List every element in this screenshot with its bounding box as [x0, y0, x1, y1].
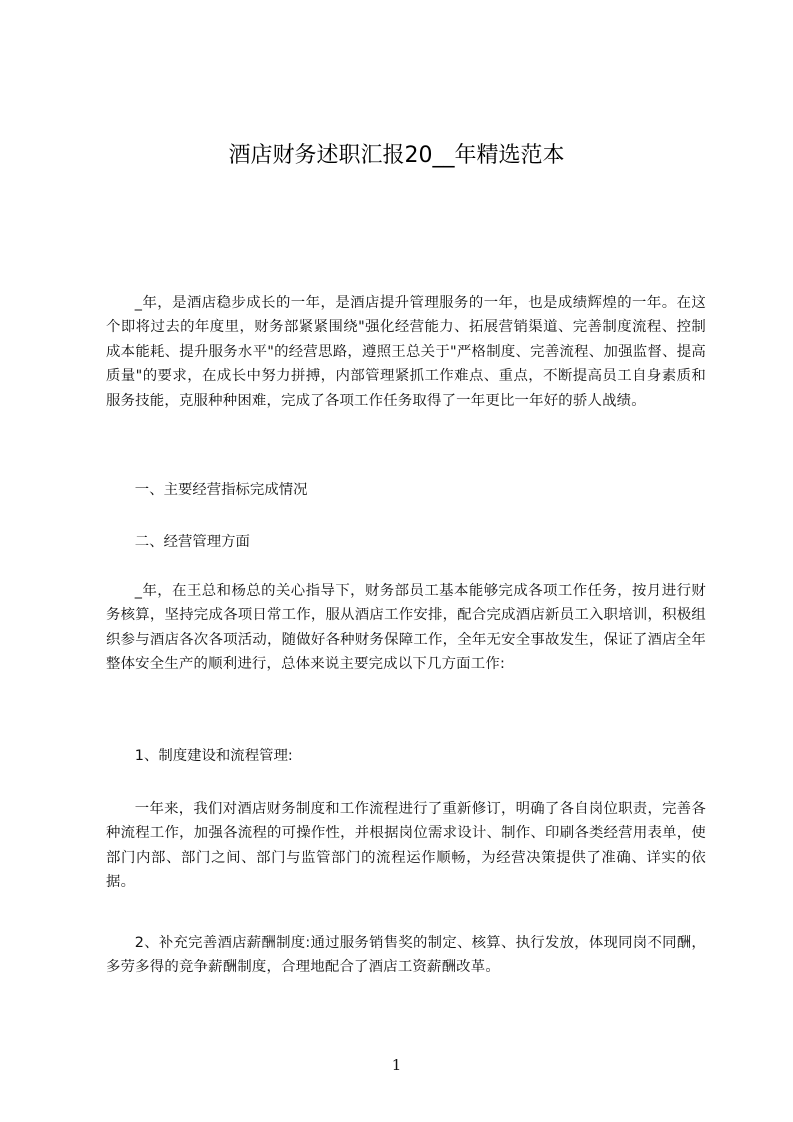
section-heading-operations: 二、经营管理方面	[134, 534, 250, 550]
section-heading-main-indicators: 一、主要经营指标完成情况	[134, 482, 308, 498]
system-building-paragraph: 一年来，我们对酒店财务制度和工作流程进行了重新修订，明确了各自岗位职责，完善各种流程工作，加强各流程的可操作性，并根据岗位需求设计、制作、印刷各类经营用表单，使部门内部、部门之间、部门与监管部门的流程运作顺畅，为经营决策提供了准确、详实的依据。	[106, 801, 706, 891]
item-heading-system-building: 1、制度建设和流程管理:	[134, 748, 293, 764]
operations-paragraph: _年，在王总和杨总的关心指导下，财务部员工基本能够完成各项工作任务，按月进行财务核算，坚持完成各项日常工作，服从酒店工作安排，配合完成酒店新员工入职培训，积极组织参与酒店各次各项活动，随做好各种财务保障工作，全年无安全事故发生，保证了酒店全年整体安全生产的顺利进行，总体来说主要完成以下几方面工作:	[106, 583, 706, 673]
intro-paragraph: _年，是酒店稳步成长的一年，是酒店提升管理服务的一年，也是成绩辉煌的一年。在这个即将过去的年度里，财务部紧紧围绕"强化经营能力、拓展营销渠道、完善制度流程、控制成本能耗、提升服务水平"的经营思路，遵照王总关于"严格制度、完善流程、加强监督、提高质量"的要求，在成长中努力拼搏，内部管理紧抓工作难点、重点，不断提高员工自身素质和服务技能，克服种种困难，完成了各项工作任务取得了一年更比一年好的骄人战绩。	[106, 295, 706, 409]
document-title: 酒店财务述职汇报20__年精选范本	[228, 143, 565, 168]
salary-system-paragraph: 2、补充完善酒店薪酬制度:通过服务销售奖的制定、核算、执行发放，体现同岗不同酬，多劳多得的竞争薪酬制度，合理地配合了酒店工资薪酬改革。	[106, 935, 706, 976]
page-number: 1	[391, 1056, 402, 1074]
